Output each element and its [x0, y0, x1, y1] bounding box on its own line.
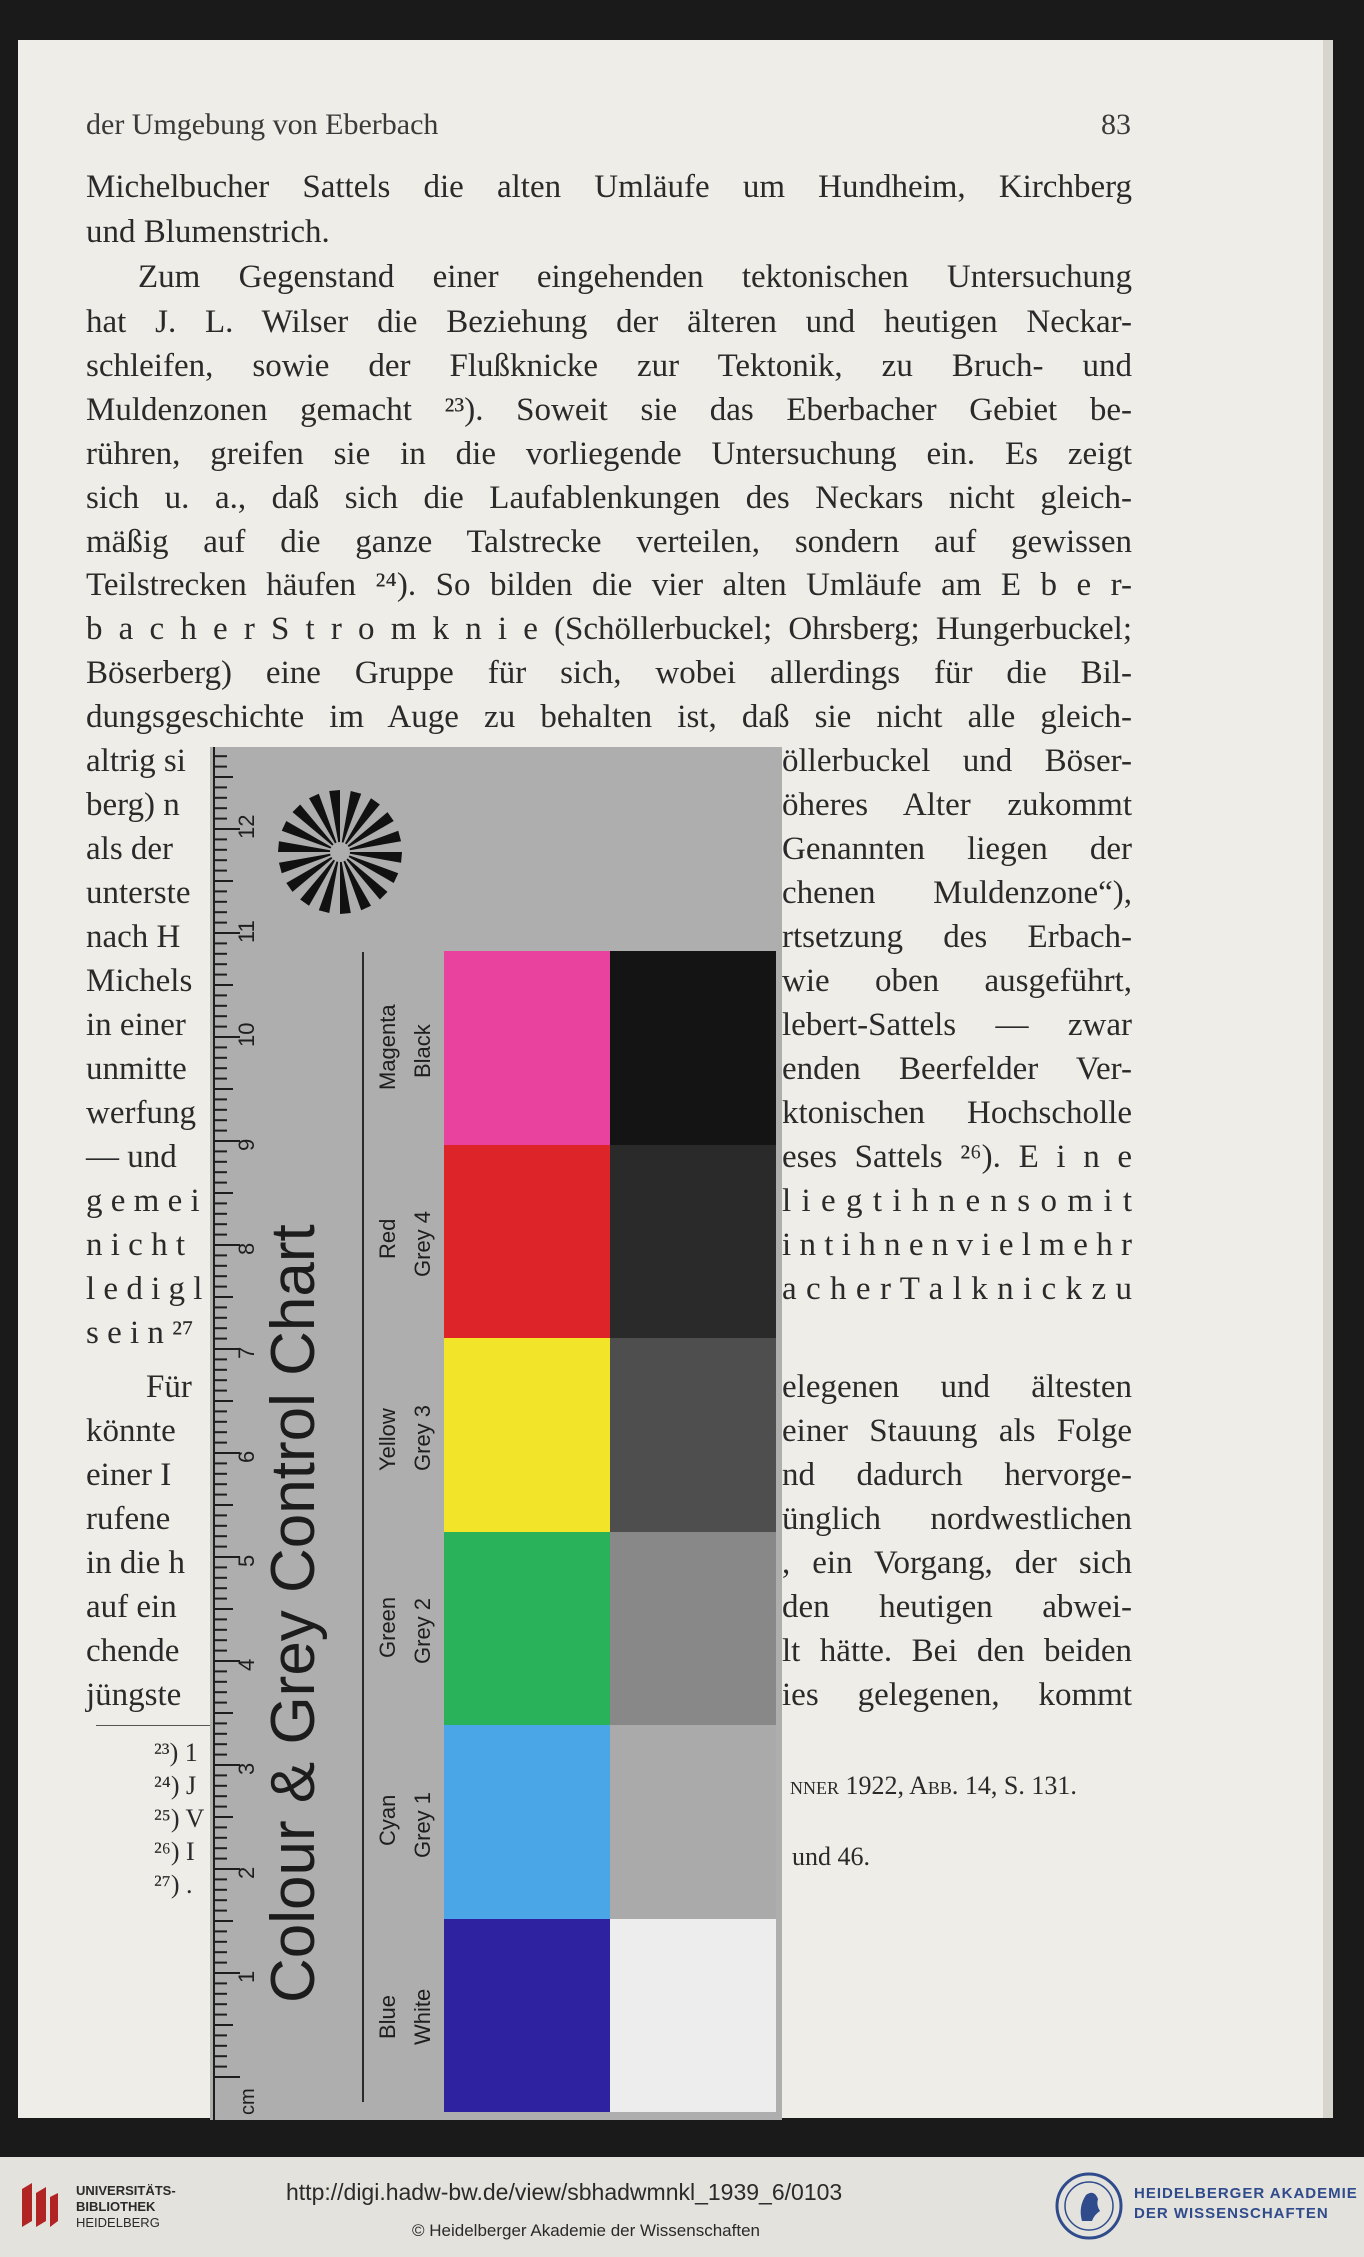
ruler-number: 1	[234, 1970, 259, 1983]
grey-label: Grey 4	[410, 1211, 435, 1278]
body-line: rühren, greifen sie in die vorliegende Untersuchung ein. Es zeigt	[86, 436, 1132, 472]
footnote-mark: ²⁷) .	[154, 1870, 193, 1899]
ruler-number: 10	[234, 1022, 259, 1047]
running-header: der Umgebung von Eberbach	[86, 108, 439, 141]
text-fragment-left: altrig si	[86, 743, 186, 779]
text-fragment-right: i n t i h n e n v i e l m e h r	[782, 1227, 1132, 1263]
grey-label: Grey 2	[410, 1598, 435, 1665]
text-fragment-right: ünglich nordwestlichen	[782, 1501, 1132, 1537]
text-fragment-left: l e d i g l	[86, 1271, 203, 1307]
text-fragment-left: Für	[146, 1369, 192, 1405]
footnote-mark: ²⁵) V	[154, 1804, 205, 1833]
text-fragment-left: chende	[86, 1633, 180, 1669]
text-fragment-left: Michels	[86, 963, 193, 999]
color-swatch	[444, 1338, 610, 1532]
body-line: dungsgeschichte im Auge zu behalten ist, daß sie nicht alle gleich-	[86, 699, 1132, 735]
chart-title: Colour & Grey Control Chart	[259, 1224, 328, 2003]
page-number: 83	[1101, 108, 1131, 141]
library-name-1: UNIVERSITÄTS-	[76, 2183, 176, 2198]
library-name-2: BIBLIOTHEK	[76, 2199, 156, 2214]
color-swatch	[444, 1532, 610, 1726]
text-fragment-left: jüngste	[86, 1677, 182, 1713]
body-line: Zum Gegenstand einer eingehenden tektonischen Untersuchung	[138, 259, 1132, 295]
sunburst-ray	[340, 852, 387, 899]
ruler-number: 8	[234, 1242, 259, 1255]
footnote-text: und 46.	[792, 1842, 870, 1871]
text-fragment-right: eses Sattels ²⁶). E i n e	[782, 1139, 1132, 1175]
color-swatch	[444, 1919, 610, 2113]
color-label: Blue	[375, 1995, 400, 2040]
body-line: schleifen, sowie der Flußknicke zur Tektonik, zu Bruch- und	[86, 348, 1132, 384]
grey-swatch	[610, 1725, 776, 1919]
text-fragment-left: könnte	[86, 1413, 176, 1449]
text-fragment-right: öheres Alter zukommt	[782, 787, 1132, 823]
text-fragment-right: lebert-Sattels — zwar	[782, 1007, 1132, 1043]
color-label: Green	[375, 1597, 400, 1659]
color-label: Magenta	[375, 1004, 400, 1090]
color-label: Red	[375, 1218, 400, 1260]
text-fragment-right: den heutigen abwei-	[782, 1589, 1132, 1625]
text-fragment-right: öllerbuckel und Böser-	[782, 743, 1132, 779]
ruler-number: 9	[234, 1138, 259, 1151]
text-fragment-left: n i c h t	[86, 1227, 185, 1263]
body-line: Teilstrecken häufen ²⁴). So bilden die vier alten Umläufe am E b e r-	[86, 567, 1132, 603]
sunburst-center	[330, 842, 350, 862]
text-fragment-right: , ein Vorgang, der sich	[782, 1545, 1132, 1581]
color-swatch	[444, 951, 610, 1145]
text-fragment-left: werfung	[86, 1095, 196, 1131]
footnote-text: nner 1922, Abb. 14, S. 131.	[790, 1771, 1077, 1800]
color-label: Yellow	[375, 1407, 400, 1471]
text-fragment-left: nach H	[86, 919, 181, 955]
body-line: Muldenzonen gemacht ²³). Soweit sie das Eberbacher Gebiet be-	[86, 392, 1132, 428]
library-logo-icon	[18, 2179, 62, 2231]
body-line: und Blumenstrich.	[86, 214, 330, 250]
library-name-3: HEIDELBERG	[76, 2215, 160, 2230]
page-edge	[1323, 40, 1333, 2118]
text-fragment-left: in einer	[86, 1007, 186, 1043]
label-divider	[362, 952, 364, 2102]
text-fragment-left: — und	[86, 1139, 177, 1175]
text-fragment-left: berg) n	[86, 787, 180, 823]
academy-name-2: DER WISSENSCHAFTEN	[1134, 2205, 1329, 2222]
body-line: hat J. L. Wilser die Beziehung der älteren und heutigen Neckar-	[86, 304, 1132, 340]
ruler-number: 11	[234, 920, 259, 943]
footnote-mark: ²⁶) I	[154, 1837, 195, 1866]
footnote-mark: ²⁴) J	[154, 1771, 197, 1800]
text-fragment-right: ktonischen Hochscholle	[782, 1095, 1132, 1131]
text-fragment-right: elegenen und ältesten	[782, 1369, 1132, 1405]
grey-label: Grey 1	[410, 1791, 435, 1858]
grey-swatch	[610, 1919, 776, 2113]
text-fragment-right: Genannten liegen der	[782, 831, 1132, 867]
grey-swatch	[610, 1145, 776, 1339]
grey-label: White	[410, 1989, 435, 2046]
body-line: Böserberg) eine Gruppe für sich, wobei allerdings für die Bil-	[86, 655, 1132, 691]
body-line: sich u. a., daß sich die Laufablenkungen des Neckars nicht gleich-	[86, 480, 1132, 516]
color-swatch	[444, 1145, 610, 1339]
text-fragment-right: chenen Muldenzone“),	[782, 875, 1132, 911]
grey-swatch	[610, 1532, 776, 1726]
ruler	[210, 747, 260, 2120]
text-fragment-right: a c h e r T a l k n i c k z u	[782, 1271, 1132, 1307]
body-line: mäßig auf die ganze Talstrecke verteilen, sondern auf gewissen	[86, 524, 1132, 560]
text-fragment-left: auf ein	[86, 1589, 177, 1625]
ruler-number: 2	[234, 1866, 259, 1879]
footnote-rule	[96, 1725, 222, 1726]
academy-name-1: HEIDELBERGER AKADEMIE	[1134, 2185, 1358, 2202]
text-fragment-left: unterste	[86, 875, 191, 911]
text-fragment-left: g e m e i	[86, 1183, 200, 1219]
grey-label: Black	[410, 1023, 435, 1078]
source-url-link[interactable]: http://digi.hadw-bw.de/view/sbhadwmnkl_1939_6/0103	[286, 2179, 843, 2205]
text-fragment-left: einer I	[86, 1457, 172, 1493]
text-fragment-left: s e i n ²⁷	[86, 1315, 194, 1351]
text-fragment-right: rtsetzung des Erbach-	[782, 919, 1132, 955]
text-fragment-right: nd dadurch hervorge-	[782, 1457, 1132, 1493]
ruler-number: 5	[234, 1554, 259, 1567]
sunburst-ray	[293, 805, 340, 852]
text-fragment-left: rufene	[86, 1501, 171, 1537]
ruler-unit: cm	[237, 2088, 259, 2115]
text-fragment-right: enden Beerfelder Ver-	[782, 1051, 1132, 1087]
sunburst-icon	[275, 787, 405, 917]
text-fragment-right: l i e g t i h n e n s o m i t	[782, 1183, 1132, 1219]
grey-label: Grey 3	[410, 1404, 435, 1471]
copyright-text: © Heidelberger Akademie der Wissenschaften	[412, 2221, 760, 2240]
color-label: Cyan	[375, 1794, 400, 1846]
footnote-mark: ²³) 1	[154, 1738, 198, 1767]
grey-swatch	[610, 1338, 776, 1532]
text-fragment-left: in die h	[86, 1545, 185, 1581]
ruler-number: 6	[234, 1450, 259, 1463]
ruler-number: 12	[234, 814, 259, 839]
footer-bar	[0, 2157, 1364, 2257]
academy-seal-icon	[1054, 2171, 1124, 2241]
text-fragment-right: einer Stauung als Folge	[782, 1413, 1132, 1449]
grey-swatch	[610, 951, 776, 1145]
ruler-number: 3	[234, 1762, 259, 1775]
text-fragment-right: wie oben ausgeführt,	[782, 963, 1132, 999]
color-swatch	[444, 1725, 610, 1919]
ruler-number: 7	[234, 1346, 259, 1359]
text-fragment-right: lt hätte. Bei den beiden	[782, 1633, 1132, 1669]
body-line: b a c h e r S t r o m k n i e (Schöllerbuckel; Ohrsberg; Hungerbuckel;	[86, 611, 1132, 647]
ruler-number: 4	[234, 1658, 259, 1671]
text-fragment-right: ies gelegenen, kommt	[782, 1677, 1132, 1713]
text-fragment-left: als der	[86, 831, 174, 867]
body-line: Michelbucher Sattels die alten Umläufe um Hundheim, Kirchberg	[86, 169, 1132, 205]
text-fragment-left: unmitte	[86, 1051, 187, 1087]
